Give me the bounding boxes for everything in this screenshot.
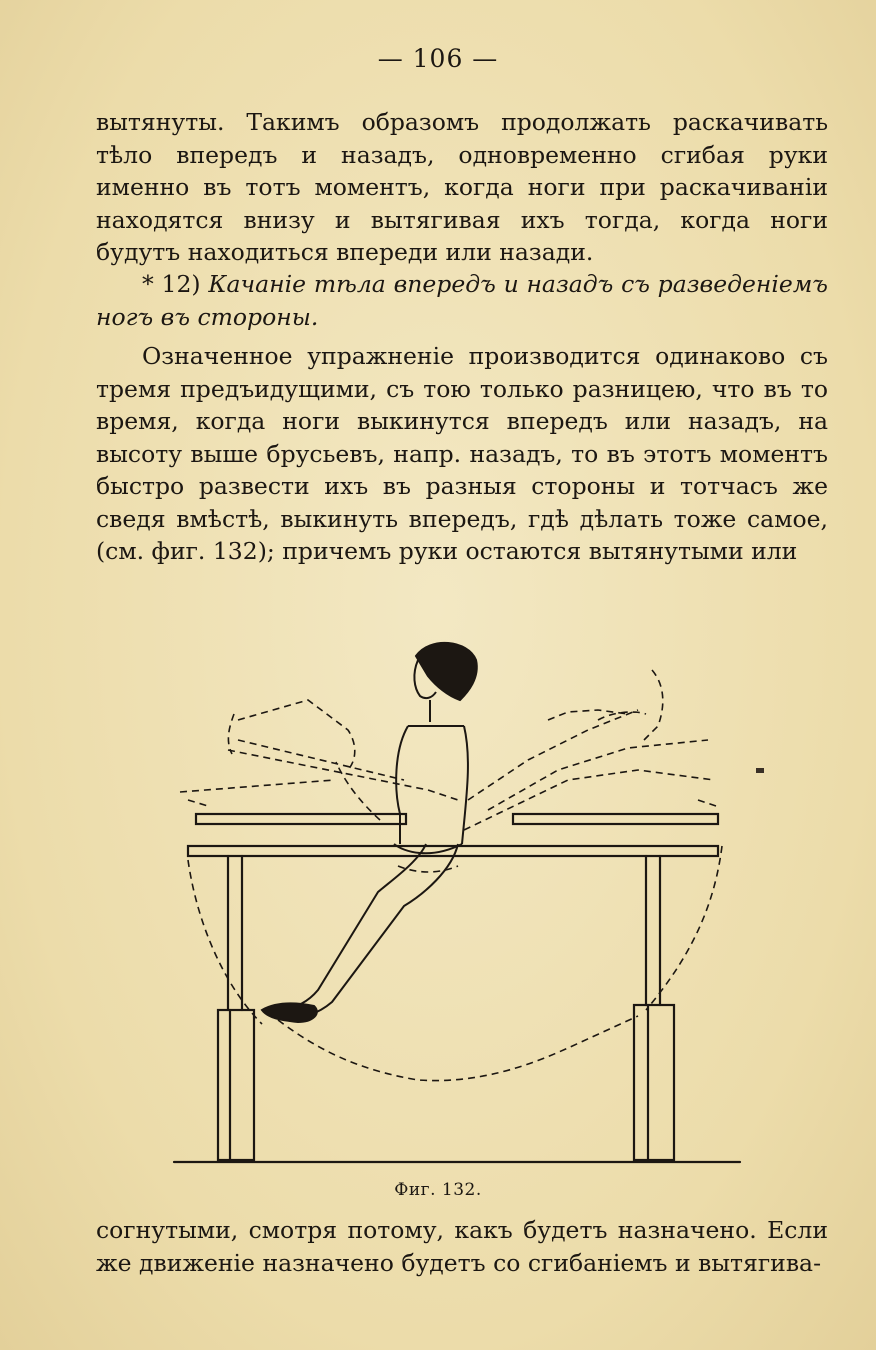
post-base-left <box>218 1010 254 1160</box>
motion-trails <box>180 670 722 1081</box>
paragraph-continuation <box>96 106 828 269</box>
paragraph-text: Означенное упражненіе производится одинаково съ тремя предъидущими, съ тою только разницею, что въ то время, когда ноги выкинутся впередъ или назадъ, на высоту выше брусьевъ, напр. назадъ, то въ этотъ моментъ быстро развести ихъ въ разныя стороны и тотчасъ же сведя вмѣстѣ, выкинуть впередъ, гдѣ дѣлать тоже самое, (см. фиг. 132); причемъ руки остаются вытянутыми или <box>96 342 828 565</box>
paragraph-text: согнутыми, смотря потому, какъ будетъ назначено. Если же движеніе назначено будетъ со сгибаніемъ и вытягива- <box>96 1216 828 1277</box>
page-number: — 106 — <box>377 44 499 73</box>
post-base-right <box>634 1005 674 1160</box>
ink-speck <box>756 768 764 773</box>
exercise-title: Качаніе тѣла впередъ и назадъ съ разведеніемъ ногъ въ стороны. <box>96 270 828 331</box>
figure-illustration <box>168 630 748 1170</box>
paragraph-continuation <box>96 1214 828 1279</box>
gymnast-figure <box>262 643 477 1022</box>
exercise-description <box>96 340 828 568</box>
bar-rail-right <box>513 814 718 824</box>
figure-caption: Фиг. 132. <box>394 1180 482 1200</box>
exercise-heading <box>96 268 828 333</box>
paragraph-text: вытянуты. Такимъ образомъ продолжать раскачивать тѣло впередъ и назадъ, одновременно сгибая руки именно въ тотъ моментъ, когда ноги при раскачиваніи находятся внизу и вытягивая ихъ тогда, когда ноги будутъ находиться впереди или назади. <box>96 108 828 266</box>
exercise-number: * 12) <box>142 270 201 298</box>
